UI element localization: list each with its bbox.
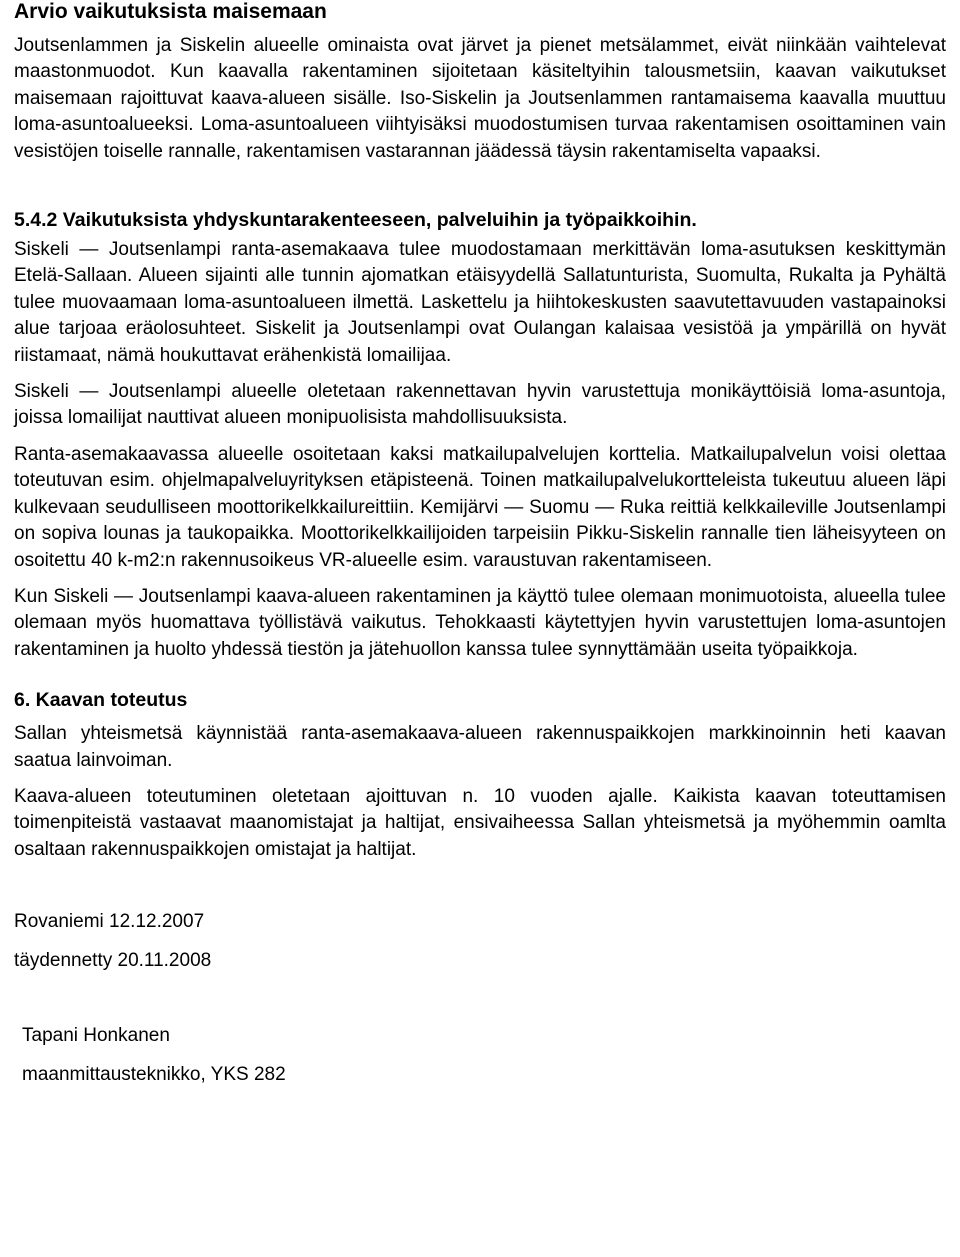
signer-title: maanmittausteknikko, YKS 282 xyxy=(22,1064,286,1086)
place-and-date: Rovaniemi 12.12.2007 xyxy=(14,911,205,933)
document-page xyxy=(14,0,946,1088)
paragraph-community-structure: Siskeli — Joutsenlampi ranta-asemakaava tulee muodostamaan merkittävän loma-asutuksen keskittymän Etelä-Sallaan. Alueen sijainti alle tunnin ajomatkan etäisyydellä Sallatunturista, Suomulta, Rukalta ja Pyhältä tulee muovaamaan loma-asuntoalueen ilmettä. Laskettelu ja hiihtokeskusten saavutettavuuden vastapainoksi alue tarjoaa eräolosuhteet. Siskelit ja Joutsenlampi ovat Oulangan kalaisaa vesistöä ja ympärillä on hyvät riistamaat, nämä houkuttavat erähenkistä lomailijaa. xyxy=(14,239,946,366)
paragraph-tourism-blocks: Ranta-asemakaavassa alueelle osoitetaan kaksi matkailupalvelujen korttelia. Matkailupalvelun voisi olettaa toteutuvan esim. ohjelmapalveluyrityksen etäpisteenä. Toinen matkailupalvelukortteleista tukeutuu alueen läpi kulkevaan seudulliseen moottorikelkkailureittiin. Kemijärvi — Suomu — Ruka reittiä kelkkaileville Joutsenlampi on sopiva lounas ja taukopaikka. Moottorikelkkailijoiden tarpeisiin Pikku-Siskelin rannalle tien läheisyyteen on osoitettu 40 k-m2:n rakennusoikeus VR-alueelle esim. varaustuvan rakentamiseen. xyxy=(14,443,946,571)
section-heading-landscape: Arvio vaikutuksista maisemaan xyxy=(14,0,327,23)
paragraph-holiday-homes: Siskeli — Joutsenlampi alueelle oletetaan rakennettavan hyvin varustettuja monikäyttöisiä loma-asuntoja, joissa lomailijat nauttivat alueen monipuolisista mahdollisuuksista. xyxy=(14,381,946,429)
section-heading-5-4-2: 5.4.2 Vaikutuksista yhdyskuntarakenteeseen, palveluihin ja työpaikkoihin. xyxy=(14,209,697,232)
paragraph-marketing: Sallan yhteismetsä käynnistää ranta-asemakaava-alueen rakennuspaikkojen markkinoinnin heti kaavan saatua lainvoiman. xyxy=(14,723,946,771)
section-heading-6: 6. Kaavan toteutus xyxy=(14,689,188,712)
signer-name: Tapani Honkanen xyxy=(22,1025,170,1047)
paragraph-employment: Kun Siskeli — Joutsenlampi kaava-alueen rakentaminen ja käyttö tulee olemaan monimuotoista, alueella tulee olemaan myös huomattava työllistävä vaikutus. Tehokkaasti käytettyjen hyvin varustettujen loma-asuntojen rakentaminen ja huolto yhdessä tiestön ja jätehuollon kanssa tulee synnyttämään useita työpaikkoja. xyxy=(14,585,946,660)
paragraph-landscape-impact: Joutsenlammen ja Siskelin alueelle ominaista ovat järvet ja pienet metsälammet, eivät niinkään vaihtelevat maastonmuodot. Kun kaavalla rakentaminen sijoitetaan käsiteltyihin talousmetsiin, kaavan vaikutukset maisemaan rajoittuvat kaava-alueen sisälle. Iso-Siskelin ja Joutsenlammen rantamaisema kaavalla muuttuu loma-asuntoalueeksi. Loma-asuntoalueen viihtyisäksi muodostumisen turvaa rakentamisen osoittaminen vain vesistöjen toiselle rannalle, rakentamisen vastarannan jäädessä täysin rakentamiselta vapaaksi. xyxy=(14,35,946,162)
updated-date: täydennetty 20.11.2008 xyxy=(14,950,212,972)
paragraph-implementation: Kaava-alueen toteutuminen oletetaan ajoittuvan n. 10 vuoden ajalle. Kaikista kaavan toteuttamisen toimenpiteistä vastaavat maanomistajat ja haltijat, ensivaiheessa Sallan yhteismetsä ja myöhemmin oamlta osaltaan rakennuspaikkojen omistajat ja haltijat. xyxy=(14,785,946,860)
